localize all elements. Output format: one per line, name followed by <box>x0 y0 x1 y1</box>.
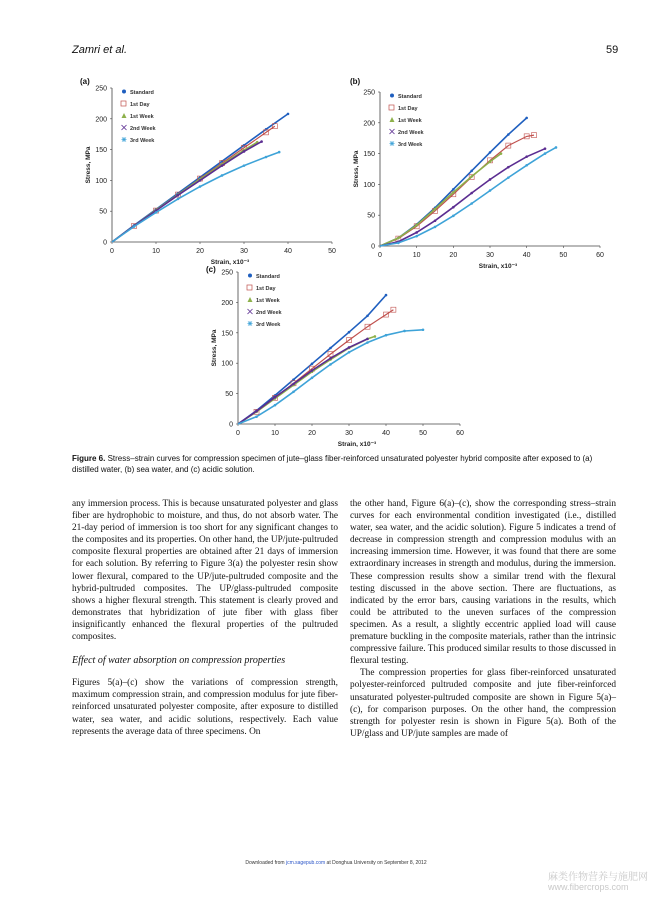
x-tick-label: 30 <box>345 430 353 437</box>
data-point <box>452 206 455 209</box>
data-point <box>155 211 158 214</box>
data-point <box>525 117 528 120</box>
legend-label: 1st Day <box>130 102 150 108</box>
figure-caption <box>72 453 618 475</box>
legend-marker <box>122 90 126 94</box>
data-point <box>470 192 473 195</box>
x-tick-label: 60 <box>596 252 604 259</box>
y-tick-label: 100 <box>221 360 233 368</box>
data-point <box>292 390 295 393</box>
data-point <box>348 351 351 354</box>
legend-label: 1st Week <box>256 298 280 304</box>
chart-panel-c <box>200 262 480 452</box>
panel-label: (a) <box>80 77 90 86</box>
y-tick-label: 250 <box>95 85 107 93</box>
data-point <box>403 330 406 333</box>
data-point <box>434 219 437 222</box>
legend-label: 1st Week <box>130 114 154 120</box>
data-point <box>243 164 246 167</box>
y-tick-label: 150 <box>363 151 375 159</box>
data-point <box>243 150 246 153</box>
data-point <box>311 369 314 372</box>
y-tick-label: 150 <box>95 147 107 155</box>
data-point <box>555 146 558 149</box>
data-point <box>366 341 369 344</box>
y-tick-label: 0 <box>371 243 375 251</box>
x-tick-label: 60 <box>456 430 464 437</box>
data-point <box>366 314 369 317</box>
legend-label: 2nd Week <box>130 126 156 132</box>
data-point <box>544 152 547 155</box>
section-heading: Effect of water absorption on compression properties <box>72 655 286 667</box>
y-tick-label: 200 <box>363 120 375 128</box>
legend-marker <box>121 101 126 106</box>
legend-marker <box>248 274 252 278</box>
data-point <box>544 147 547 150</box>
data-point <box>397 242 400 245</box>
data-point <box>415 231 418 234</box>
data-point <box>287 113 290 116</box>
watermark-chinese: 麻类作物营养与施肥网 <box>548 872 648 883</box>
footer-suffix: at Donghua University on September 8, 2012 <box>325 860 427 866</box>
data-point <box>385 334 388 337</box>
legend-marker <box>390 141 395 146</box>
legend-label: Standard <box>398 94 422 100</box>
chart-svg <box>200 262 480 452</box>
data-point <box>274 404 277 407</box>
y-axis-label: Stress, MPa <box>211 329 218 367</box>
x-tick-label: 0 <box>378 252 382 259</box>
legend-marker <box>248 297 253 302</box>
x-tick-label: 0 <box>110 248 114 255</box>
legend-label: Standard <box>130 90 154 96</box>
data-point <box>470 175 473 178</box>
y-tick-label: 50 <box>225 391 233 399</box>
watermark-url: www.fibercrops.com <box>548 882 629 892</box>
legend-marker <box>248 321 253 326</box>
y-tick-label: 100 <box>95 177 107 185</box>
x-axis-label: Strain, x10⁻³ <box>478 263 518 270</box>
data-point <box>311 376 314 379</box>
data-point <box>221 174 224 177</box>
x-axis-label: Strain, x10⁻³ <box>210 259 250 266</box>
chart-svg <box>344 74 624 270</box>
legend-label: 1st Week <box>398 118 422 124</box>
legend-marker <box>122 125 127 130</box>
data-point <box>500 152 503 155</box>
x-tick-label: 40 <box>284 248 292 255</box>
x-tick-label: 50 <box>328 248 336 255</box>
data-point <box>329 357 332 360</box>
x-tick-label: 10 <box>152 248 160 255</box>
x-tick-label: 30 <box>240 248 248 255</box>
x-axis-label: Strain, x10⁻³ <box>337 441 377 448</box>
x-tick-label: 20 <box>449 252 458 259</box>
y-tick-label: 50 <box>367 212 375 220</box>
data-point <box>507 176 510 179</box>
data-point <box>260 140 263 143</box>
footer-prefix: Downloaded from <box>245 860 286 866</box>
legend-label: 1st Day <box>398 106 418 112</box>
data-point <box>292 383 295 386</box>
legend-marker <box>389 105 394 110</box>
chart-panel-a <box>74 74 344 264</box>
x-tick-label: 40 <box>522 252 531 259</box>
legend-marker <box>390 94 394 98</box>
data-point <box>265 156 268 159</box>
data-point <box>525 164 528 167</box>
y-axis-label: Stress, MPa <box>85 146 92 184</box>
y-axis-label: Stress, MPa <box>353 150 360 188</box>
x-tick-label: 50 <box>419 430 427 437</box>
legend-marker <box>122 113 127 118</box>
body-paragraph: Figures 5(a)–(c) show the variations of compression strength, maximum compression strain, and compression modulus for jute fiber-reinforced unsaturated polyester composite, after exposure to distilled water, sea water, and acidic solutions, respectively. Each value represents the average data of three specimens. On <box>72 678 338 737</box>
data-point <box>366 338 369 341</box>
data-point <box>385 294 388 297</box>
legend-label: Standard <box>256 274 280 280</box>
body-paragraph: any immersion process. This is because unsaturated polyester and glass fiber are hydrophobic to moisture, and thus, do not absorb water. The 21-day period of immersion is too short for any significant changes to the composites and its properties. On other hand, the UP/jute-pultruded composite flexural properties are obtained after 21 days of immersion for each solution. By referring to Figure 3(a) the polyester resin show lower flexural, compared to the UP/jute-pultruded composite and the hybrid-pultruded composites. The UP/glass-pultruded composite shows a higher flexural strength. This statement is clearly proved and demonstrates that hybridization of jute fiber with glass fiber insignificantly enhanced the flexural properties of the pultruded composites. <box>72 499 338 643</box>
data-point <box>348 331 351 334</box>
data-point <box>415 235 418 238</box>
y-tick-label: 250 <box>363 89 375 97</box>
data-point <box>133 225 136 228</box>
series-line-2nd-week <box>380 149 545 246</box>
panel-label: (b) <box>350 77 361 86</box>
y-tick-label: 100 <box>363 181 375 189</box>
body-paragraph: the other hand, Figure 6(a)–(c), show the corresponding stress–strain curves for each environmental condition investigated (i.e., distilled water, sea water, and the acidic solution). Figure 5 indicates a trend of decrease in compression strength and compression modulus with an increasing immersion time. However, it was found that there are some extraordinary increases in strength and modulus, during the immersion. These compression results show a similar trend with the flexural testing discussed in the above section. There are fluctuations, as indicated by the error bars, causing variations in the results, which could be attributed to the uneven surfaces of the compression specimen. As a result, a slightly eccentric applied load will cause premature buckling in the composite materials, rather than the intrinsic compressive failure. This produced similar results to those discussed in flexural testing. <box>350 499 616 667</box>
x-tick-label: 10 <box>271 430 279 437</box>
data-point <box>452 215 455 218</box>
data-point <box>452 188 455 191</box>
y-tick-label: 0 <box>229 421 233 429</box>
legend-label: 3rd Week <box>256 322 281 328</box>
series-line-1st-day <box>380 135 534 246</box>
left-column <box>72 498 338 738</box>
footer-link[interactable]: jcm.sagepub.com <box>285 860 326 866</box>
y-tick-label: 50 <box>99 208 107 216</box>
data-point <box>470 170 473 173</box>
data-point <box>199 179 202 182</box>
data-point <box>177 194 180 197</box>
x-tick-label: 40 <box>382 430 390 437</box>
right-column <box>350 498 616 740</box>
download-footer <box>0 860 672 866</box>
data-point <box>507 133 510 136</box>
data-point <box>329 347 332 350</box>
data-point <box>470 202 473 205</box>
x-tick-label: 0 <box>236 430 240 437</box>
series-line-1st-week <box>380 154 501 246</box>
x-tick-label: 20 <box>308 430 316 437</box>
data-point <box>489 160 492 163</box>
data-point <box>507 166 510 169</box>
x-tick-label: 10 <box>412 252 421 259</box>
data-point <box>265 128 268 131</box>
y-tick-label: 200 <box>221 299 233 307</box>
data-point <box>489 178 492 181</box>
chart-panel-b <box>344 74 624 270</box>
data-point <box>452 191 455 194</box>
running-head-author: Zamri et al. <box>72 44 128 56</box>
data-point <box>397 237 400 240</box>
body-paragraph: The compression properties for glass fiber-reinforced unsaturated polyester-reinforced pultruded composite and jute fiber-reinforced unsaturated polyester-pultruded composite are shown in Figure 5(a)–(c), for comparison purposes. On the other hand, the compression strength for polyester resin is shown in Figure 5(a). Both of the UP/glass and UP/jute samples are made of <box>350 668 616 739</box>
y-tick-label: 0 <box>103 239 107 247</box>
y-tick-label: 250 <box>221 269 233 277</box>
y-tick-label: 150 <box>221 330 233 338</box>
data-point <box>255 410 258 413</box>
legend-marker <box>247 285 252 290</box>
data-point <box>489 151 492 154</box>
x-tick-label: 50 <box>559 252 568 259</box>
series-line-standard <box>380 118 527 246</box>
legend-label: 2nd Week <box>398 130 424 136</box>
data-point <box>348 346 351 349</box>
data-point <box>434 208 437 211</box>
data-point <box>311 363 314 366</box>
data-point <box>177 198 180 201</box>
data-point <box>374 335 377 338</box>
series-line-3rd-week <box>238 330 423 424</box>
legend-label: 1st Day <box>256 286 276 292</box>
data-point <box>434 226 437 229</box>
legend-label: 3rd Week <box>130 138 155 144</box>
data-point <box>221 164 224 167</box>
data-point <box>422 328 425 331</box>
x-tick-label: 20 <box>196 248 204 255</box>
data-point <box>415 224 418 227</box>
figure-caption-text: Stress–strain curves for compression specimen of jute–glass fiber-reinforced unsaturated polyester hybrid composite after exposed to (a) distilled water, (b) sea water, and (c) acidic solution. <box>72 454 593 474</box>
data-point <box>525 155 528 158</box>
series-line-3rd-week <box>112 152 279 242</box>
data-point <box>329 363 332 366</box>
legend-marker <box>248 309 253 314</box>
data-point <box>199 185 202 188</box>
data-point <box>489 189 492 192</box>
data-point <box>278 151 281 154</box>
chart-svg <box>74 74 344 264</box>
legend-label: 2nd Week <box>256 310 282 316</box>
data-point <box>255 415 258 418</box>
page-number: 59 <box>606 44 619 56</box>
legend-marker <box>390 117 395 122</box>
legend-marker <box>390 129 395 134</box>
figure-caption-label: Figure 6. <box>72 454 106 463</box>
panel-label: (c) <box>206 265 216 274</box>
data-point <box>274 396 277 399</box>
y-tick-label: 200 <box>95 116 107 124</box>
x-tick-label: 30 <box>486 252 494 259</box>
legend-label: 3rd Week <box>398 142 423 148</box>
legend-marker <box>122 137 127 142</box>
